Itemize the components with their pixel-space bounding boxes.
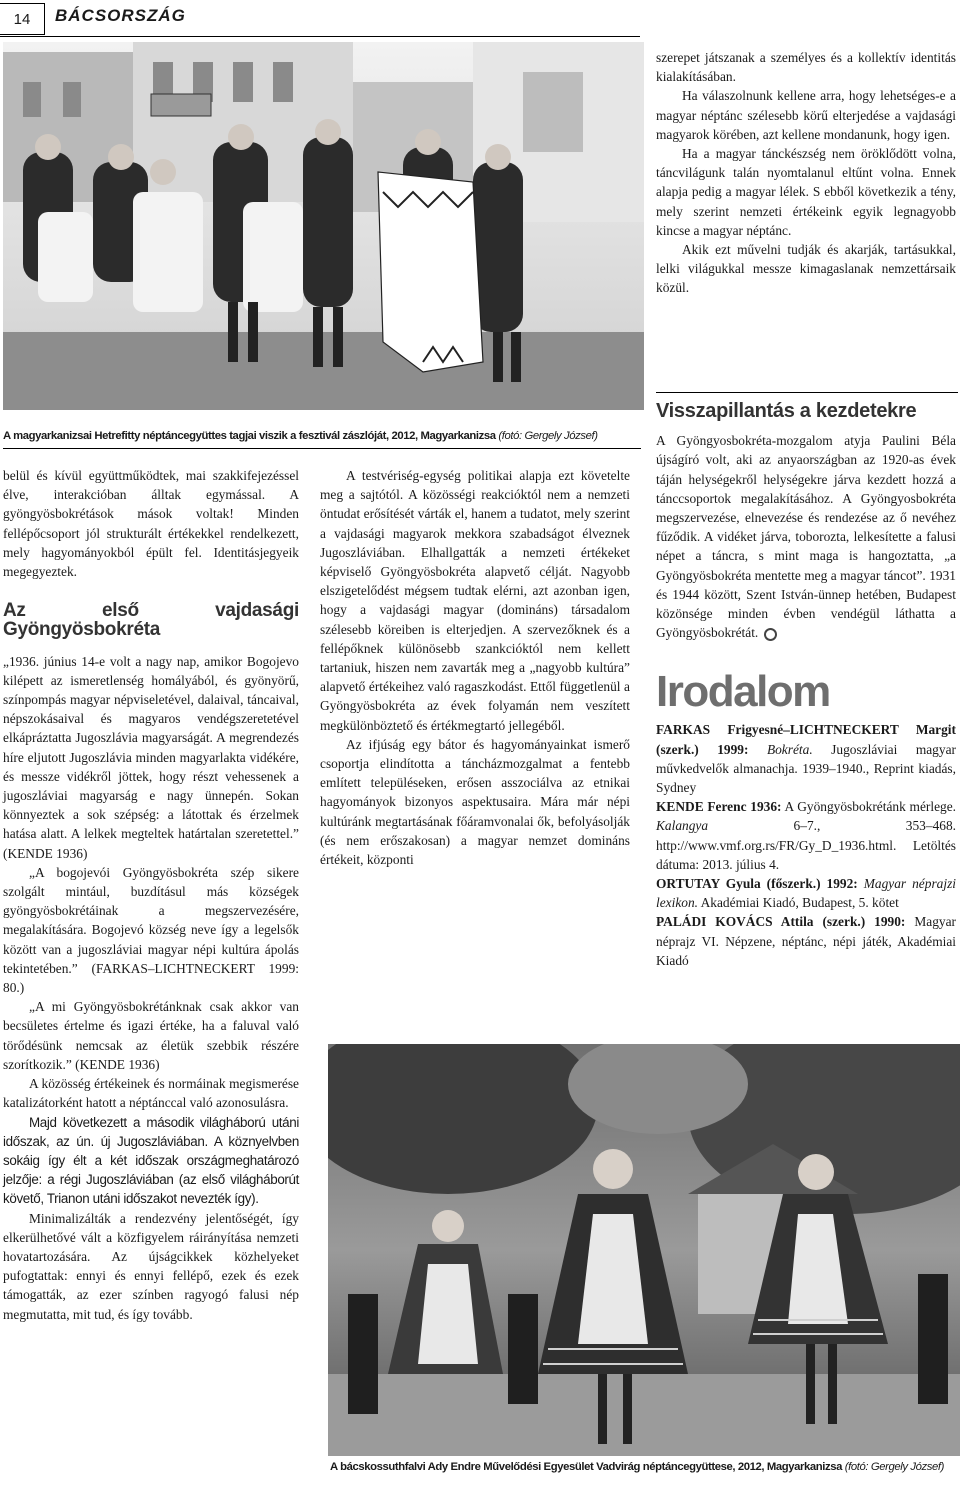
paragraph: belül és kívül együttműködtek, mai szakkifejezéssel élve, interakcióban álltak egymással. A gyöngyösbokrétások mások voltak! Minden fellépőcsoport jól strukturált értékekkel rendelkezett, mely hagyományokból épült fel. Identitásjegyeik megegyeztek. [3, 468, 299, 580]
paragraph: szerepet játszanak a személyes és a kollektív identitás kialakításában. [656, 50, 956, 85]
top-photo [3, 42, 644, 410]
reference-author: ORTUTAY Gyula (főszerk.) 1992: [656, 876, 858, 892]
reference-rest: Akadémiai Kiadó, Budapest, 5. kötet [700, 895, 899, 911]
column-2 [320, 466, 630, 869]
bottom-photo-caption [330, 1461, 944, 1473]
reference-item [656, 912, 956, 970]
paragraph: Ha a magyar tánckészség nem öröklődött volna, táncvilágunk talán nyomtalanul eltűnt volna. Ennek alapja pedig a magyar lélek. S ebből következik a tény, mely szerint nemzeti értékeink egyik legnagyobb kincse a magyar néptánc. [656, 146, 956, 238]
paragraph: A közösség értékeinek és normáinak megismerése katalizátorként hatott a néptánccal való azonosulásra. [3, 1076, 299, 1111]
column-3 [656, 402, 956, 970]
reference-rest: A Gyöngyösbokrétánk mérlege. [784, 799, 957, 815]
paragraph: „A mi Gyöngyösbokrétánknak csak akkor van becsületes értelme és igazi értéke, ha a faluval való törődésünk nemcsak az életük szebbik részére szorítkozik.” (KENDE 1936) [3, 999, 299, 1072]
paragraph-text: A Gyöngyosbokréta-mozgalom atyja Paulini Béla újságíró volt, aki az anyaországban az 1920-as évek táján helységekről helységekre járva kezdett hozzá a tánccsoportok megalakításához. A Gyöngyosbokréta megszervezése, elnevezése és rendezése az ő nevéhez fűződik. A vidéket járva, toborozta, lelkesítette a falusi népet a táncra, s mint maga is hangoztatta, „a Gyöngyösbokréta mentette meg a magyar táncot”. 1931 és 1944 között, Szent István-ünnep hetében, Budapest közönsége minden évben vendégül láthatta a Gyöngyösbokrétát. [656, 433, 956, 641]
page-header [0, 0, 960, 38]
reference-author: KENDE Ferenc 1936: [656, 799, 782, 815]
section-heading: Visszapillantás a kezdetekre [656, 400, 917, 422]
top-photo-caption [3, 430, 598, 442]
reference-rest: Magyar néprajz VI. Népzene, néptánc, népi játék, Akadémiai Kiadó [656, 914, 956, 968]
right-top-text [656, 48, 956, 298]
section-heading: Az első vajdasági Gyöngyösbokréta [3, 600, 299, 641]
paragraph: Ha válaszolnunk kellene arra, hogy lehetséges-e a magyar néptánc szélesebb körű elterjedése a vajdasági magyarok körében, azt kellene mondanunk, hogy igen. [656, 88, 956, 142]
reference-title: Magyar néprajzi lexikon. [656, 876, 956, 911]
reference-item [656, 720, 956, 797]
reference-rest: 6–7., 353–468. http://www.vmf.org.rs/FR/Gy_D_1936.html. Letöltés dátuma: 2013. július 4. [656, 818, 956, 872]
reference-item [656, 797, 956, 874]
paragraph: Majd következett a második világháború utáni időszak, az ún. új Jugoszláviában. A köznyelvben sokáig így élt a két időszak országmeghatározó jelzője: a régi Jugoszláviában (az első világháborút követő, Trianon utáni időszakot nevezték így). [3, 1114, 299, 1207]
caption-credit: (fotó: Gergely József) [844, 1461, 944, 1473]
section-rule [656, 392, 958, 393]
reference-item [656, 874, 956, 912]
paragraph [656, 431, 956, 642]
reference-title: Kalangya [656, 818, 709, 834]
reference-author: PALÁDI KOVÁCS Attila (szerk.) 1990: [656, 914, 906, 930]
paragraph: Az ifjúság egy bátor és hagyományainkat ismerő csoportja elindította a táncházmozgalmat a fentebb említett településeken, erősen asszociálva az etnikai hagyományok bizonyos aspektusaira. Mára már népi kultúránk megtartásának főáramvonalai ők, befolyásolják (és nem erőszakosan) a magyar nemzet domináns értékeit, központi [320, 736, 630, 868]
caption-credit: (fotó: Gergely József) [498, 430, 598, 442]
references-title: Irodalom [656, 667, 830, 717]
magazine-brand: BÁCSORSZÁG [55, 6, 186, 25]
paragraph: „1936. június 14-e volt a nagy nap, amikor Bogojevo kilépett az ismeretlenség homályából, és gyönyörű, színpompás magyar népviseletével, dalaival, táncaival, népszokásaival és magyaros vendégszeretetével elkápráztatta Jugoszlávia magyarságát. A megrendezés híre eljutott Jugoszlávia minden magyarlakta vidékére, és messze vidékről jöttek, hogy részt vehessenek a jugoszláviai magyarság e nagy ünnepén. Sokan könnyeztek a sok szépség: a látottak és érzelmek hatása alatt. A lelkek megteltek határtalan szeretettel.” (KENDE 1936) [3, 653, 299, 861]
reference-rest: Jugoszláviai magyar művkedvelők almanachja. 1939–1940., Reprint kiadás, Sydney [656, 741, 956, 796]
caption-text: A bácskossuthfalvi Ady Endre Művelődési Egyesület Vadvirág néptáncegyüttese, 2012, Magyarkanizsa [330, 1461, 843, 1473]
caption-text: A magyarkanizsai Hetrefitty néptáncegyüttes tagjai viszik a fesztivál zászlóját, 2012, Magyarkanizsa [3, 430, 496, 442]
reference-title: Bokréta. [766, 741, 813, 757]
page-number: 14 [0, 3, 45, 35]
header-rule [0, 36, 640, 37]
paragraph: Akik ezt művelni tudják és akarják, tartásukkal, lelki világukkal messze kimagaslanak nemzettársaik közül. [656, 242, 956, 296]
column-1 [3, 466, 299, 1324]
paragraph: Minimalizálták a rendezvény jelentőségét, így elkerülhetővé vált a közfigyelem ráirányítása nemzeti hovatartozására. Az újságcikkek közhelyeket pufogtattak: ennyi és ennyi fellépő, ezek és ezek támogatták, az ezer színben ragyogó falusi nép megmutatta, mit tud, és így tovább. [3, 1210, 299, 1322]
bottom-photo [328, 1044, 960, 1456]
paragraph: A testvériség-egység politikai alapja ezt követelte meg a sajtótól. A közösségi reakcióktól nem a nemzeti öntudat erősítését várták el, hanem a tudatot, mely szerint a vajdasági magyarok mekkora szabadságot élveznek Jugoszláviában. Elhallgatták a nemzeti értékeket képviselő Gyöngyösbokréta alapvető célját. Nagyobb elszigetelődést mégsem tudtak elérni, azt azonban igen, hogy a vajdasági magyar (domináns) társadalom szélesebb köreiben is elterjedjen. A szervezőknek és a fellépőknek különösebb szankcióktól nem kellett tartaniuk, hiszen nem zavarták meg a „nagyobb kultúra” alapvető értékeihez való ragaszkodást. Ettől függetlenül a Gyöngyösbokréta az évek folyamán nem veszített megkülönböztető és értékmegtartó jellegéből. [320, 468, 630, 733]
reference-author: FARKAS Frigyesné–LICHTNECKERT Margit (szerk.) 1999: [656, 722, 956, 757]
caption-rule [3, 448, 641, 449]
end-of-article-icon [764, 628, 777, 641]
paragraph: „A bogojevói Gyöngyösbokréta szép sikere szolgált mintául, buzdításul más községek gyöngyösbokrétáinak a megszervezésére, megalakítására. Bogojevó község neve így a legelsők között van a jugoszláviai magyar népi kultúra ápolás tekintetében.” (FARKAS–LICHTNECKERT 1999: 80.) [3, 864, 299, 996]
